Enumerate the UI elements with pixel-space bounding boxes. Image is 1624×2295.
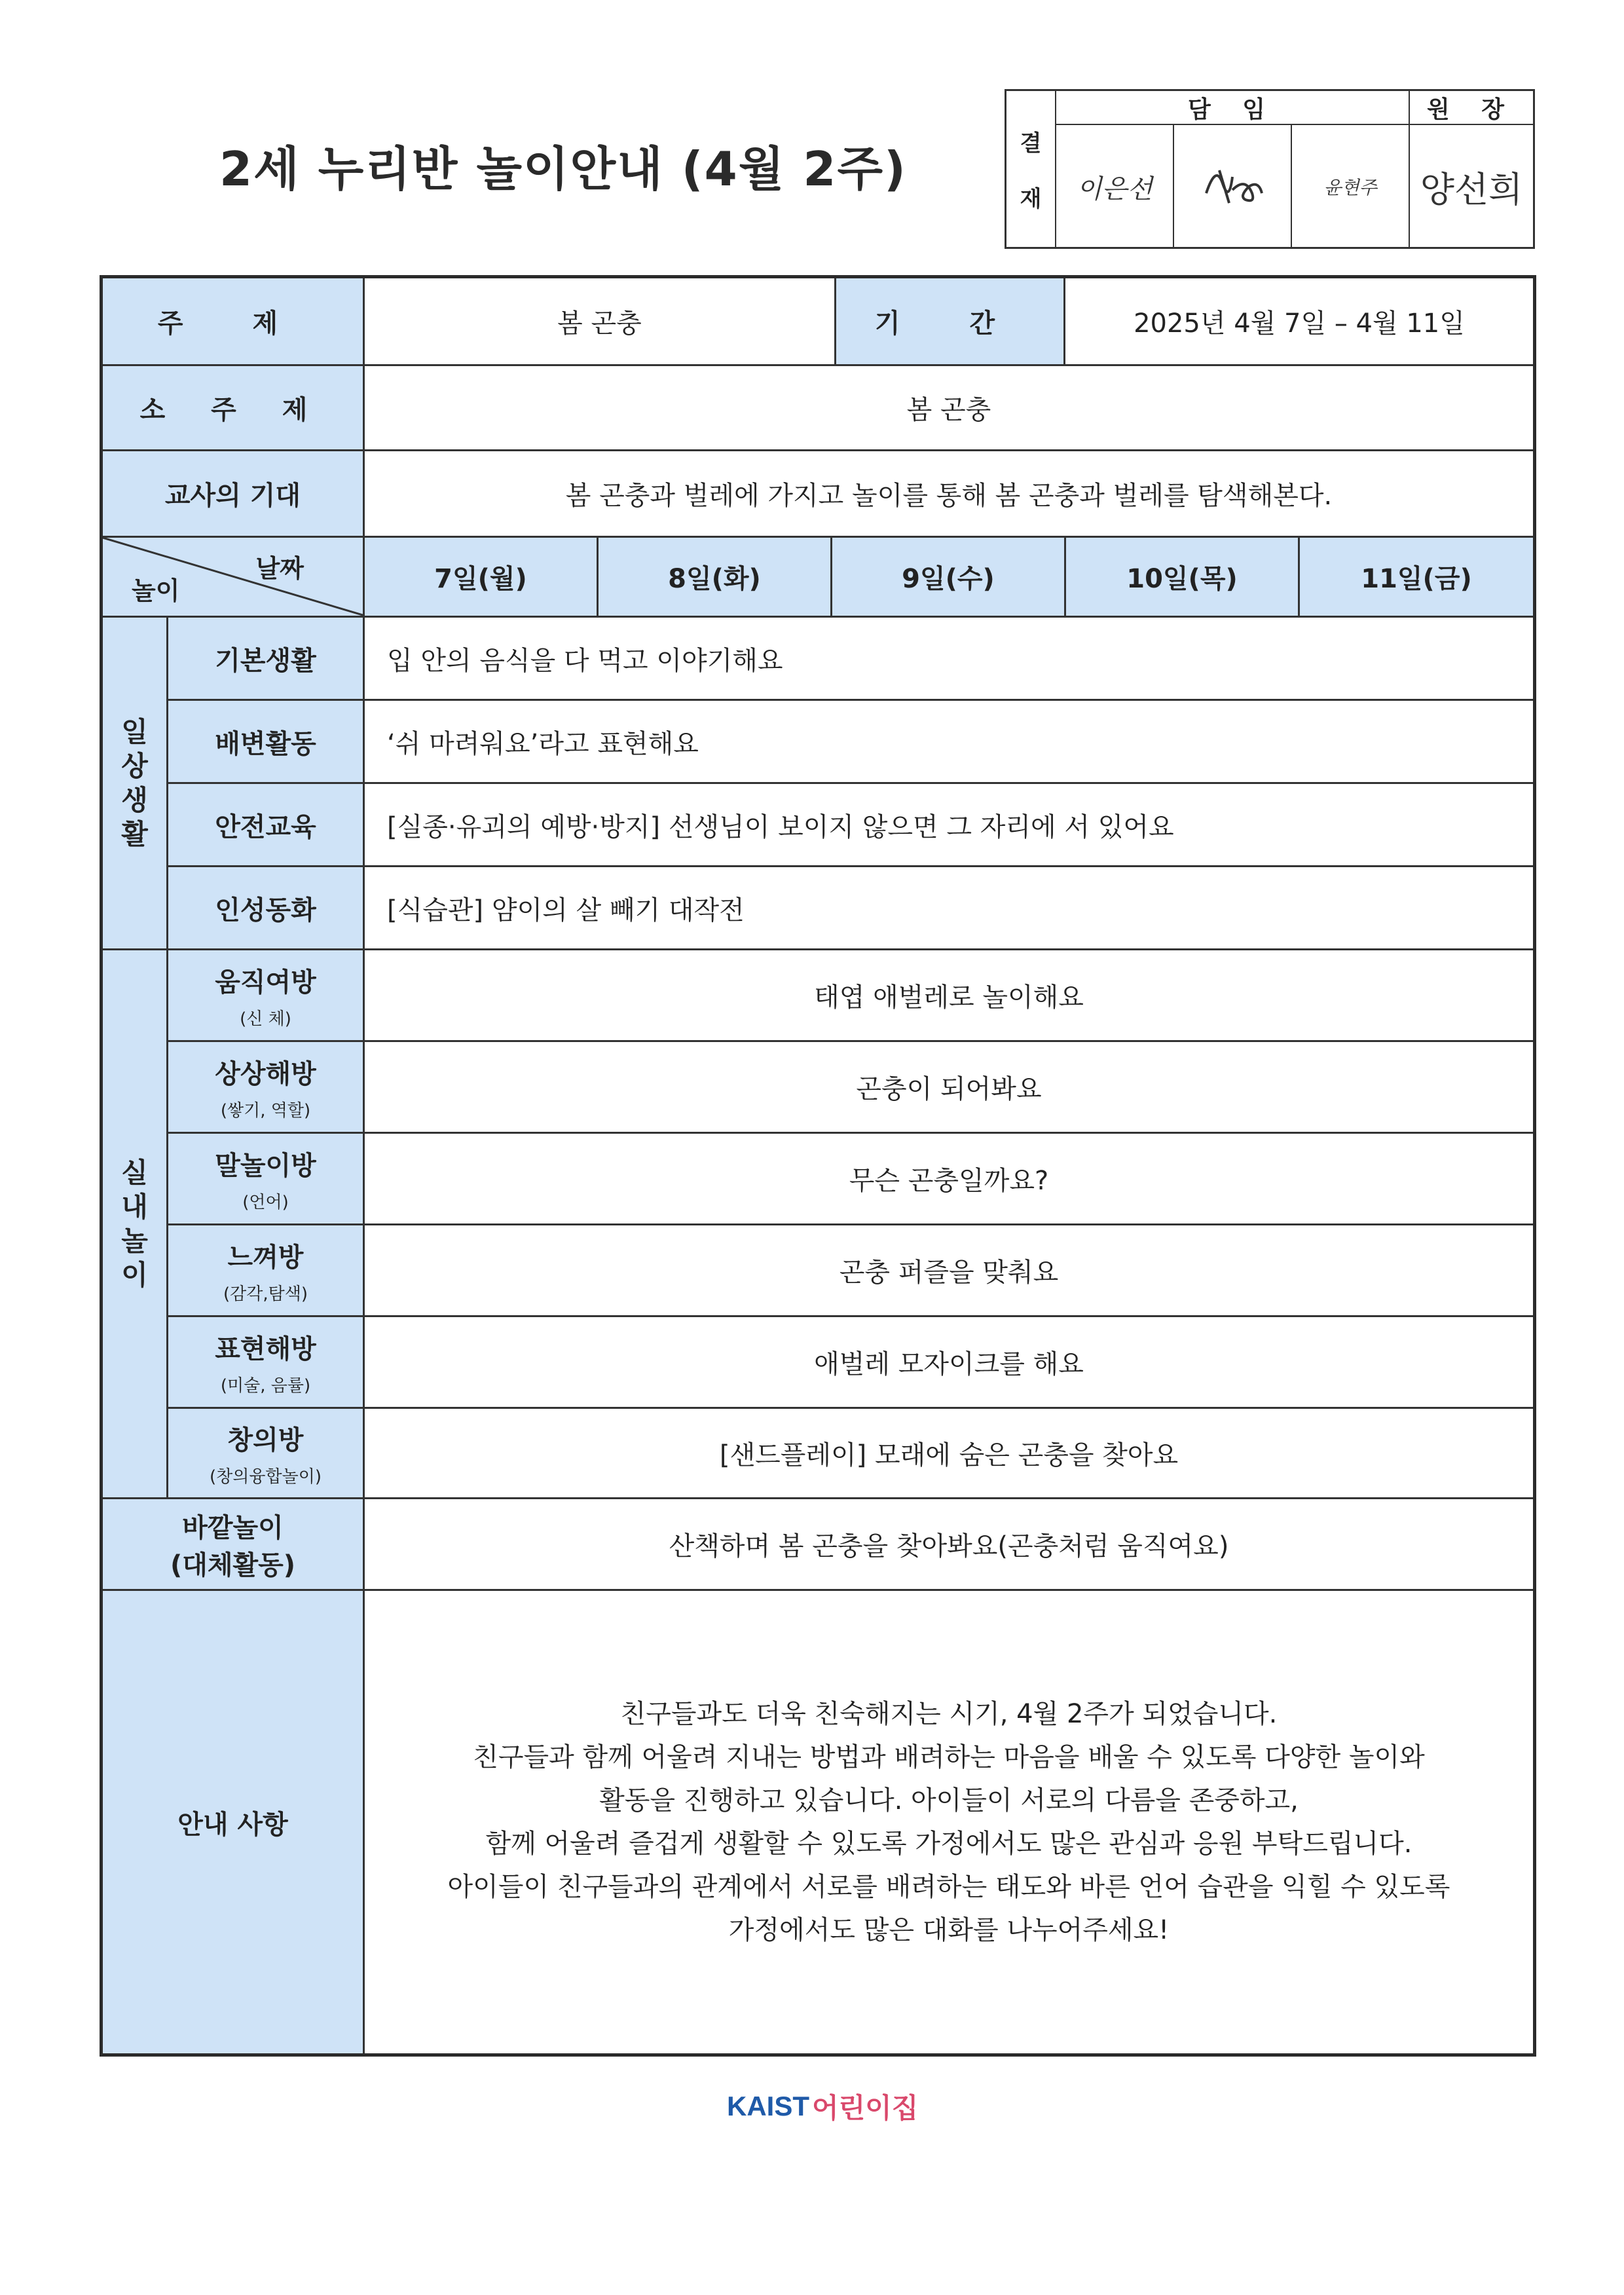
- daily-row-label: 안전교육: [168, 784, 365, 865]
- indoor-row-title: 움직여방: [215, 967, 316, 998]
- daily-row-label: 인성동화: [168, 867, 365, 948]
- signature-cell-3: [1292, 125, 1410, 248]
- outdoor-value: 산책하며 봄 곤충을 찾아봐요(곤충처럼 움직여요): [669, 1531, 1229, 1561]
- day-header-row: [103, 538, 1533, 618]
- indoor-row-title: 상상해방: [215, 1058, 316, 1089]
- daily-row-label: 기본생활: [168, 618, 365, 699]
- signature-scribble-icon: [1193, 157, 1272, 216]
- outdoor-label-line1: 바깥놀이: [182, 1512, 284, 1543]
- notice-row: [103, 1591, 1533, 2053]
- theme-label: [103, 278, 365, 364]
- indoor-row-imagination: [168, 1042, 1533, 1134]
- daily-row-label: 배변활동: [168, 701, 365, 782]
- play-header: 놀이: [132, 576, 180, 605]
- approval-box: [1005, 89, 1535, 249]
- outdoor-row: [103, 1499, 1533, 1591]
- indoor-row-label: [168, 1042, 365, 1132]
- indoor-row-label: [168, 1134, 365, 1223]
- notice-line: 함께 어울려 즐겁게 생활할 수 있도록 가정에서도 많은 관심과 응원 부탁드립니다.: [485, 1829, 1412, 1859]
- daily-group-char: 일: [121, 715, 148, 748]
- theme-row: [103, 278, 1533, 366]
- page-title: 2세 누리반 놀이안내 (4월 2주): [219, 141, 907, 196]
- indoor-row-subtitle: (신 체): [240, 1009, 291, 1029]
- indoor-row-creativity: [168, 1409, 1533, 1499]
- day-header-mon: 7일(월): [365, 538, 599, 616]
- subtheme-value: 봄 곤충: [906, 395, 991, 425]
- signature-4: 양선희: [1420, 168, 1523, 210]
- notice-text: [365, 1591, 1533, 2053]
- outdoor-label-line2: (대체활동): [170, 1550, 296, 1580]
- logo-kaist-text: KAIST: [727, 2091, 809, 2121]
- notice-line: 친구들과도 더욱 친숙해지는 시기, 4월 2주가 되었습니다.: [620, 1699, 1278, 1729]
- indoor-group-char: 내: [121, 1190, 148, 1223]
- notice-line: 활동을 진행하고 있습니다. 아이들이 서로의 다름을 존중하고,: [599, 1785, 1299, 1816]
- indoor-row-label: [168, 1409, 365, 1497]
- daily-row-value: ‘쉬 마려워요’라고 표현해요: [387, 728, 699, 759]
- daily-row-basic: [168, 618, 1533, 701]
- signature-1: 이은선: [1077, 174, 1153, 204]
- notice-label: 안내 사항: [103, 1591, 365, 2053]
- approval-side-label-2: 재: [1020, 186, 1042, 212]
- indoor-row-value: [샌드플레이] 모래에 숨은 곤충을 찾아요: [719, 1440, 1179, 1470]
- indoor-group-char: 놀: [121, 1224, 148, 1257]
- indoor-row-title: 느껴방: [227, 1242, 304, 1273]
- signature-cell-2: [1174, 125, 1292, 248]
- date-header: 날짜: [255, 554, 304, 583]
- indoor-row-title: 창의방: [227, 1425, 304, 1455]
- director-header: 원 장: [1410, 91, 1533, 125]
- daily-row-value: [실종·유괴의 예방·방지] 선생님이 보이지 않으면 그 자리에 서 있어요: [387, 812, 1174, 842]
- indoor-row-language: [168, 1134, 1533, 1225]
- kaist-kindergarten-logo: [727, 2080, 923, 2133]
- notice-line: 가정에서도 많은 대화를 나누어주세요!: [728, 1915, 1170, 1945]
- day-header-wed: 9일(수): [832, 538, 1066, 616]
- logo-kindergarten-text: 어린이집: [812, 2093, 919, 2123]
- daily-row-safety: [168, 784, 1533, 867]
- homeroom-header: 담 임: [1056, 91, 1410, 125]
- indoor-row-movement: [168, 950, 1533, 1042]
- outdoor-label: [103, 1499, 365, 1589]
- daily-row-value: 입 안의 음식을 다 먹고 이야기해요: [387, 645, 783, 676]
- notice-line: 친구들과 함께 어울려 지내는 방법과 배려하는 마음을 배울 수 있도록 다양한 놀이와: [473, 1742, 1425, 1772]
- indoor-row-value: 곤충 퍼즐을 맞춰요: [839, 1258, 1059, 1288]
- expectation-value: 봄 곤충과 벌레에 가지고 놀이를 통해 봄 곤충과 벌레를 탐색해본다.: [565, 481, 1333, 511]
- indoor-row-value: 태엽 애벌레로 놀이해요: [814, 982, 1084, 1013]
- approval-side-label-1: 결: [1020, 130, 1042, 157]
- indoor-row-title: 말놀이방: [215, 1150, 316, 1181]
- expectation-row: [103, 451, 1533, 538]
- period-label: [836, 278, 1065, 364]
- expectation-label: 교사의 기대: [103, 451, 365, 536]
- indoor-row-subtitle: (미술, 음률): [220, 1375, 311, 1396]
- play-plan-table: [100, 275, 1536, 2057]
- indoor-group-char: 실: [121, 1156, 148, 1189]
- indoor-row-subtitle: (감각,탐색): [223, 1284, 308, 1304]
- daily-group-char: 생: [121, 783, 148, 816]
- indoor-row-label: [168, 950, 365, 1040]
- notice-line: 아이들이 친구들과의 관계에서 서로를 배려하는 태도와 바른 언어 습관을 익힐 수 있도록: [447, 1872, 1450, 1902]
- daily-row-value: [식습관] 얌이의 살 빼기 대작전: [387, 895, 745, 925]
- daily-group-char: 상: [121, 749, 148, 782]
- indoor-row-subtitle: (창의융합놀이): [210, 1466, 322, 1487]
- indoor-group-char: 이: [121, 1258, 148, 1291]
- indoor-row-label: [168, 1317, 365, 1407]
- indoor-row-sensory: [168, 1225, 1533, 1317]
- signature-3: 윤현주: [1323, 177, 1377, 198]
- indoor-row-value: 곤충이 되어봐요: [856, 1074, 1042, 1104]
- period-value: 2025년 4월 7일 – 4월 11일: [1134, 308, 1465, 339]
- indoor-row-label: [168, 1225, 365, 1315]
- indoor-row-value: 무슨 곤충일까요?: [849, 1166, 1049, 1196]
- day-header-fri: 11일(금): [1300, 538, 1533, 616]
- approval-side-label: [1006, 91, 1056, 248]
- day-header-thu: 10일(목): [1066, 538, 1300, 616]
- date-play-header: [103, 538, 365, 616]
- daily-group-char: 활: [121, 817, 148, 850]
- indoor-row-expression: [168, 1317, 1533, 1409]
- indoor-row-subtitle: (언어): [242, 1192, 289, 1212]
- daily-row-toilet: [168, 701, 1533, 784]
- indoor-row-title: 표현해방: [215, 1334, 316, 1364]
- signature-cell-4: [1410, 125, 1533, 248]
- theme-value: 봄 곤충: [365, 278, 836, 364]
- daily-row-character: [168, 867, 1533, 950]
- day-header-tue: 8일(화): [599, 538, 832, 616]
- period-label-text: 기 간: [874, 308, 1025, 339]
- subtheme-row: [103, 366, 1533, 451]
- indoor-row-value: 애벌레 모자이크를 해요: [814, 1349, 1084, 1379]
- daily-life-group-label: [103, 618, 168, 950]
- signature-cell-1: [1056, 125, 1174, 248]
- indoor-play-group-label: [103, 950, 168, 1499]
- indoor-row-subtitle: (쌓기, 역할): [220, 1100, 311, 1121]
- subtheme-label: 소 주 제: [103, 366, 365, 449]
- theme-label-text: 주 제: [157, 308, 308, 339]
